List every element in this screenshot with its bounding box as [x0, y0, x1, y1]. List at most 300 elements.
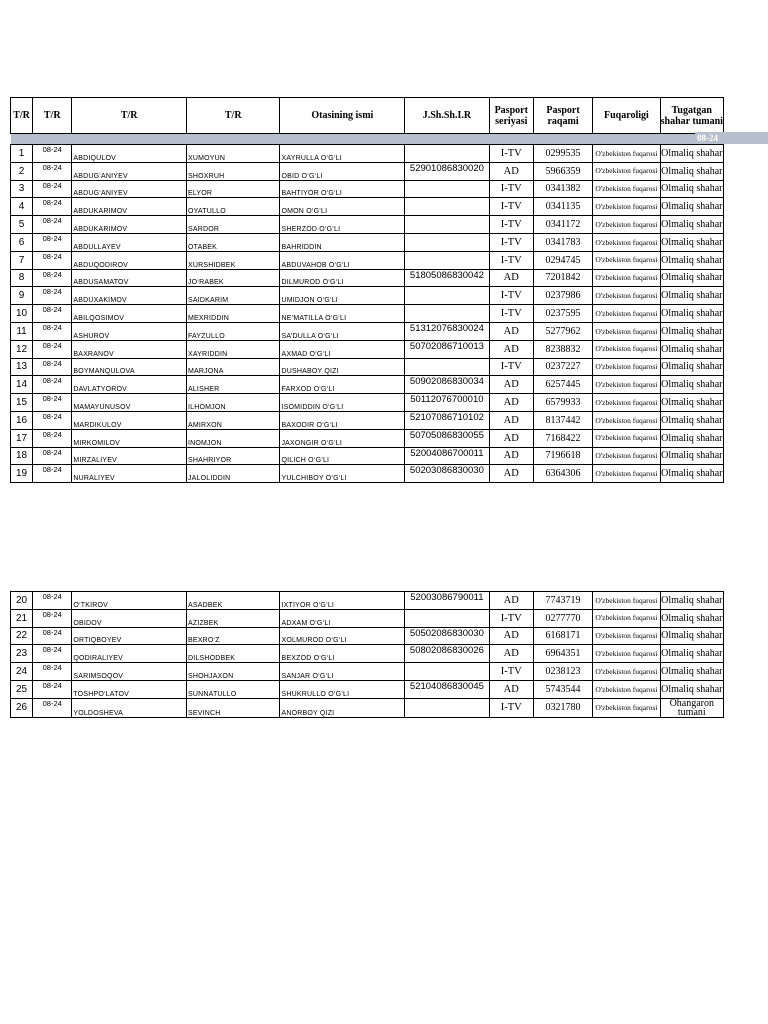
- group-code-cell: 08-24: [33, 145, 72, 163]
- jshshir-cell: [405, 663, 489, 681]
- table-row: [11, 609, 724, 627]
- passport-series-cell: I-TV: [489, 663, 533, 681]
- passport-number-cell: 0321780: [533, 698, 592, 717]
- citizenship-cell: O'zbekiston fuqarosi: [593, 287, 660, 305]
- last-name-cell: DAVLATYOROV: [72, 376, 187, 394]
- first-name-cell: MARJONA: [186, 358, 280, 376]
- district-cell: Olmaliq shahar: [660, 465, 723, 483]
- district-cell: Olmaliq shahar: [660, 394, 723, 412]
- citizenship-cell: O'zbekiston fuqarosi: [593, 680, 660, 698]
- last-name-cell: O‘TKIROV: [72, 592, 187, 610]
- last-name-cell: ABDUQODIROV: [72, 251, 187, 269]
- table-row: [11, 645, 724, 663]
- passport-series-cell: AD: [489, 465, 533, 483]
- row-number-cell: 22: [11, 627, 33, 645]
- jshshir-cell: 50902086830034: [405, 376, 489, 394]
- district-cell: Olmaliq shahar: [660, 162, 723, 180]
- passport-series-cell: AD: [489, 627, 533, 645]
- citizenship-cell: O'zbekiston fuqarosi: [593, 358, 660, 376]
- district-cell: Olmaliq shahar: [660, 627, 723, 645]
- jshshir-cell: [405, 198, 489, 216]
- passport-series-cell: I-TV: [489, 358, 533, 376]
- passport-series-cell: I-TV: [489, 216, 533, 234]
- citizenship-cell: O'zbekiston fuqarosi: [593, 251, 660, 269]
- citizenship-cell: O'zbekiston fuqarosi: [593, 645, 660, 663]
- table-body: [11, 592, 724, 718]
- col-header: J.Sh.Sh.I.R: [405, 98, 489, 134]
- first-name-cell: DILSHODBEK: [186, 645, 280, 663]
- last-name-cell: ABDUG‘ANIYEV: [72, 162, 187, 180]
- group-code-cell: 08-24: [33, 609, 72, 627]
- passport-series-cell: AD: [489, 429, 533, 447]
- citizenship-cell: O'zbekiston fuqarosi: [593, 145, 660, 163]
- col-header: Pasport raqami: [533, 98, 592, 134]
- group-code-cell: 08-24: [33, 411, 72, 429]
- group-code-cell: 08-24: [33, 322, 72, 340]
- last-name-cell: ABDUKARIMOV: [72, 198, 187, 216]
- jshshir-cell: [405, 698, 489, 717]
- row-number-cell: 20: [11, 592, 33, 610]
- first-name-cell: ELYOR: [186, 180, 280, 198]
- district-cell: Olmaliq shahar: [660, 645, 723, 663]
- patronymic-cell: XOLMUROD O‘G‘LI: [280, 627, 405, 645]
- row-number-cell: 23: [11, 645, 33, 663]
- row-number-cell: 17: [11, 429, 33, 447]
- group-code-cell: 08-24: [33, 269, 72, 287]
- row-number-cell: 26: [11, 698, 33, 717]
- citizenship-cell: O'zbekiston fuqarosi: [593, 429, 660, 447]
- col-header: Pasport seriyasi: [489, 98, 533, 134]
- first-name-cell: ILHOMJON: [186, 394, 280, 412]
- row-number-cell: 12: [11, 340, 33, 358]
- first-name-cell: XAYRIDDIN: [186, 340, 280, 358]
- table-row: [11, 162, 724, 180]
- district-cell: Olmaliq shahar: [660, 376, 723, 394]
- jshshir-cell: 50705086830055: [405, 429, 489, 447]
- row-number-cell: 16: [11, 411, 33, 429]
- table-row: [11, 592, 724, 610]
- citizenship-cell: O'zbekiston fuqarosi: [593, 233, 660, 251]
- first-name-cell: OYATULLO: [186, 198, 280, 216]
- col-header: T/R: [72, 98, 187, 134]
- citizenship-cell: O'zbekiston fuqarosi: [593, 592, 660, 610]
- district-cell: Olmaliq shahar: [660, 305, 723, 323]
- patronymic-cell: BAXODIR O‘G‘LI: [280, 411, 405, 429]
- first-name-cell: INOMJON: [186, 429, 280, 447]
- jshshir-cell: 50112076700010: [405, 394, 489, 412]
- district-cell: Olmaliq shahar: [660, 322, 723, 340]
- last-name-cell: QODIRALIYEV: [72, 645, 187, 663]
- jshshir-cell: [405, 145, 489, 163]
- passport-number-cell: 0237595: [533, 305, 592, 323]
- passport-number-cell: 7168422: [533, 429, 592, 447]
- passport-number-cell: 0341382: [533, 180, 592, 198]
- first-name-cell: MEXRIDDIN: [186, 305, 280, 323]
- col-header: T/R: [33, 98, 72, 134]
- district-cell: Olmaliq shahar: [660, 592, 723, 610]
- district-cell: Olmaliq shahar: [660, 680, 723, 698]
- patronymic-cell: IXTIYOR O‘G‘LI: [280, 592, 405, 610]
- passport-series-cell: AD: [489, 394, 533, 412]
- patronymic-cell: ANORBOY QIZI: [280, 698, 405, 717]
- jshshir-cell: 50502086830030: [405, 627, 489, 645]
- passport-series-cell: I-TV: [489, 198, 533, 216]
- row-number-cell: 2: [11, 162, 33, 180]
- last-name-cell: MARDIKULOV: [72, 411, 187, 429]
- patronymic-cell: XAYRULLA O‘G‘LI: [280, 145, 405, 163]
- patronymic-cell: SHERZOD O‘G‘LI: [280, 216, 405, 234]
- table-row: [11, 251, 724, 269]
- last-name-cell: ORTIQBOYEV: [72, 627, 187, 645]
- table-row: [11, 269, 724, 287]
- patronymic-cell: BAHRIDDIN: [280, 233, 405, 251]
- first-name-cell: JALOLIDDIN: [186, 465, 280, 483]
- group-code-cell: 08-24: [33, 305, 72, 323]
- passport-series-cell: AD: [489, 340, 533, 358]
- district-cell: Ohangaron tumani: [660, 698, 723, 717]
- passport-number-cell: 8137442: [533, 411, 592, 429]
- patronymic-cell: SANJAR O‘G‘LI: [280, 663, 405, 681]
- patronymic-cell: JAXONGIR O‘G‘LI: [280, 429, 405, 447]
- passport-number-cell: 0341135: [533, 198, 592, 216]
- patronymic-cell: NE’MATILLA O‘G‘LI: [280, 305, 405, 323]
- first-name-cell: ASADBEK: [186, 592, 280, 610]
- jshshir-cell: [405, 233, 489, 251]
- group-code-cell: 08-24: [33, 627, 72, 645]
- last-name-cell: SARIMSOQOV: [72, 663, 187, 681]
- row-number-cell: 14: [11, 376, 33, 394]
- patronymic-cell: SHUKRULLO O‘G‘LI: [280, 680, 405, 698]
- passport-number-cell: 0237986: [533, 287, 592, 305]
- group-code-cell: 08-24: [33, 287, 72, 305]
- last-name-cell: OBIDOV: [72, 609, 187, 627]
- group-label: 08-24: [695, 132, 768, 144]
- passport-number-cell: 0341783: [533, 233, 592, 251]
- citizenship-cell: O'zbekiston fuqarosi: [593, 698, 660, 717]
- group-code-cell: 08-24: [33, 592, 72, 610]
- passport-series-cell: I-TV: [489, 251, 533, 269]
- group-code-cell: 08-24: [33, 376, 72, 394]
- last-name-cell: MAMAYUNUSOV: [72, 394, 187, 412]
- first-name-cell: OTABEK: [186, 233, 280, 251]
- passport-series-cell: AD: [489, 447, 533, 465]
- citizenship-cell: O'zbekiston fuqarosi: [593, 198, 660, 216]
- citizenship-cell: O'zbekiston fuqarosi: [593, 663, 660, 681]
- passport-number-cell: 5277962: [533, 322, 592, 340]
- passport-series-cell: AD: [489, 162, 533, 180]
- last-name-cell: ABDUSAMATOV: [72, 269, 187, 287]
- jshshir-cell: 51312076830024: [405, 322, 489, 340]
- jshshir-cell: 52901086830020: [405, 162, 489, 180]
- passport-number-cell: 0294745: [533, 251, 592, 269]
- table-row: [11, 465, 724, 483]
- group-code-cell: 08-24: [33, 663, 72, 681]
- table-row: [11, 358, 724, 376]
- group-code-cell: 08-24: [33, 394, 72, 412]
- group-code-cell: 08-24: [33, 429, 72, 447]
- row-number-cell: 3: [11, 180, 33, 198]
- table-body: [11, 145, 724, 483]
- table-row: [11, 627, 724, 645]
- first-name-cell: BEXRO‘Z: [186, 627, 280, 645]
- passport-number-cell: 5743544: [533, 680, 592, 698]
- citizenship-cell: O'zbekiston fuqarosi: [593, 269, 660, 287]
- district-cell: Olmaliq shahar: [660, 287, 723, 305]
- group-code-cell: 08-24: [33, 180, 72, 198]
- passport-series-cell: I-TV: [489, 180, 533, 198]
- jshshir-cell: 52003086790011: [405, 592, 489, 610]
- table-row: [11, 411, 724, 429]
- patronymic-cell: DILMUROD O‘G‘LI: [280, 269, 405, 287]
- table-row: [11, 287, 724, 305]
- row-number-cell: 25: [11, 680, 33, 698]
- citizenship-cell: O'zbekiston fuqarosi: [593, 394, 660, 412]
- patronymic-cell: OMON O‘G‘LI: [280, 198, 405, 216]
- passport-number-cell: 0341172: [533, 216, 592, 234]
- district-cell: Olmaliq shahar: [660, 663, 723, 681]
- table-row: [11, 145, 724, 163]
- passport-series-cell: I-TV: [489, 698, 533, 717]
- row-number-cell: 8: [11, 269, 33, 287]
- jshshir-cell: [405, 358, 489, 376]
- last-name-cell: BOYMANQULOVA: [72, 358, 187, 376]
- table-row: [11, 698, 724, 717]
- district-cell: Olmaliq shahar: [660, 609, 723, 627]
- first-name-cell: XUMOYUN: [186, 145, 280, 163]
- passport-number-cell: 7201842: [533, 269, 592, 287]
- col-header: Tugatgan shahar tumani: [660, 98, 723, 134]
- patronymic-cell: YULCHIBOY O‘G‘LI: [280, 465, 405, 483]
- table-row: [11, 680, 724, 698]
- passport-number-cell: 6257445: [533, 376, 592, 394]
- row-number-cell: 1: [11, 145, 33, 163]
- citizenship-cell: O'zbekiston fuqarosi: [593, 162, 660, 180]
- district-cell: Olmaliq shahar: [660, 269, 723, 287]
- passport-series-cell: AD: [489, 376, 533, 394]
- row-number-cell: 7: [11, 251, 33, 269]
- patronymic-cell: AXMAD O‘G‘LI: [280, 340, 405, 358]
- passport-number-cell: 5966359: [533, 162, 592, 180]
- first-name-cell: AZIZBEK: [186, 609, 280, 627]
- passport-series-cell: AD: [489, 322, 533, 340]
- first-name-cell: SHAHRIYOR: [186, 447, 280, 465]
- citizenship-cell: O'zbekiston fuqarosi: [593, 322, 660, 340]
- group-code-cell: 08-24: [33, 680, 72, 698]
- group-band: [11, 134, 724, 145]
- passport-series-cell: AD: [489, 592, 533, 610]
- table-header-row: [11, 98, 724, 134]
- students-table-continued: [10, 591, 724, 718]
- patronymic-cell: FARXOD O‘G‘LI: [280, 376, 405, 394]
- passport-series-cell: I-TV: [489, 305, 533, 323]
- district-cell: Olmaliq shahar: [660, 340, 723, 358]
- passport-series-cell: I-TV: [489, 145, 533, 163]
- district-cell: Olmaliq shahar: [660, 447, 723, 465]
- last-name-cell: YOLDOSHEVA: [72, 698, 187, 717]
- passport-number-cell: 0299535: [533, 145, 592, 163]
- patronymic-cell: DUSHABOY QIZI: [280, 358, 405, 376]
- citizenship-cell: O'zbekiston fuqarosi: [593, 376, 660, 394]
- row-number-cell: 18: [11, 447, 33, 465]
- jshshir-cell: [405, 216, 489, 234]
- last-name-cell: BAXRANOV: [72, 340, 187, 358]
- district-cell: Olmaliq shahar: [660, 233, 723, 251]
- table-row: [11, 376, 724, 394]
- table-row: [11, 198, 724, 216]
- first-name-cell: AMIRXON: [186, 411, 280, 429]
- jshshir-cell: 50702086710013: [405, 340, 489, 358]
- first-name-cell: FAYZULLO: [186, 322, 280, 340]
- group-code-cell: 08-24: [33, 340, 72, 358]
- patronymic-cell: ADXAM O‘G‘LI: [280, 609, 405, 627]
- district-cell: Olmaliq shahar: [660, 411, 723, 429]
- patronymic-cell: ISOMIDDIN O‘G‘LI: [280, 394, 405, 412]
- patronymic-cell: SA’DULLA O‘G‘LI: [280, 322, 405, 340]
- row-number-cell: 13: [11, 358, 33, 376]
- district-cell: Olmaliq shahar: [660, 198, 723, 216]
- jshshir-cell: [405, 180, 489, 198]
- citizenship-cell: O'zbekiston fuqarosi: [593, 627, 660, 645]
- district-cell: Olmaliq shahar: [660, 358, 723, 376]
- last-name-cell: ABDUKARIMOV: [72, 216, 187, 234]
- group-code-cell: 08-24: [33, 216, 72, 234]
- jshshir-cell: 52004086700011: [405, 447, 489, 465]
- row-number-cell: 4: [11, 198, 33, 216]
- jshshir-cell: [405, 305, 489, 323]
- passport-number-cell: 7196618: [533, 447, 592, 465]
- col-header: Otasining ismi: [280, 98, 405, 134]
- group-code-cell: 08-24: [33, 233, 72, 251]
- table-row: [11, 663, 724, 681]
- passport-number-cell: 0238123: [533, 663, 592, 681]
- patronymic-cell: BEXZOD O‘G‘LI: [280, 645, 405, 663]
- first-name-cell: SARDOR: [186, 216, 280, 234]
- first-name-cell: XURSHIDBEK: [186, 251, 280, 269]
- last-name-cell: ABDULLAYEV: [72, 233, 187, 251]
- col-header: T/R: [186, 98, 280, 134]
- first-name-cell: SAIDKARIM: [186, 287, 280, 305]
- passport-series-cell: AD: [489, 269, 533, 287]
- passport-number-cell: 0237227: [533, 358, 592, 376]
- jshshir-cell: 51805086830042: [405, 269, 489, 287]
- citizenship-cell: O'zbekiston fuqarosi: [593, 447, 660, 465]
- citizenship-cell: O'zbekiston fuqarosi: [593, 411, 660, 429]
- patronymic-cell: QILICH O‘G‘LI: [280, 447, 405, 465]
- last-name-cell: ASHUROV: [72, 322, 187, 340]
- jshshir-cell: 52107086710102: [405, 411, 489, 429]
- table-row: [11, 340, 724, 358]
- row-number-cell: 24: [11, 663, 33, 681]
- passport-series-cell: I-TV: [489, 233, 533, 251]
- table-row: [11, 447, 724, 465]
- row-number-cell: 9: [11, 287, 33, 305]
- table-row: [11, 180, 724, 198]
- citizenship-cell: O'zbekiston fuqarosi: [593, 216, 660, 234]
- last-name-cell: TOSHPO‘LATOV: [72, 680, 187, 698]
- first-name-cell: ALISHER: [186, 376, 280, 394]
- last-name-cell: ABILQOSIMOV: [72, 305, 187, 323]
- jshshir-cell: [405, 609, 489, 627]
- table-row: [11, 216, 724, 234]
- table-row: [11, 394, 724, 412]
- passport-series-cell: AD: [489, 411, 533, 429]
- jshshir-cell: 50802086830026: [405, 645, 489, 663]
- first-name-cell: SHOXRUH: [186, 162, 280, 180]
- table-row: [11, 305, 724, 323]
- passport-series-cell: AD: [489, 645, 533, 663]
- first-name-cell: SHOHJAXON: [186, 663, 280, 681]
- citizenship-cell: O'zbekiston fuqarosi: [593, 305, 660, 323]
- district-cell: Olmaliq shahar: [660, 216, 723, 234]
- district-cell: Olmaliq shahar: [660, 429, 723, 447]
- row-number-cell: 10: [11, 305, 33, 323]
- last-name-cell: MIRZALIYEV: [72, 447, 187, 465]
- group-code-cell: 08-24: [33, 251, 72, 269]
- last-name-cell: ABDUXAKIMOV: [72, 287, 187, 305]
- students-table: [10, 97, 724, 483]
- passport-number-cell: 6579933: [533, 394, 592, 412]
- col-header: T/R: [11, 98, 33, 134]
- first-name-cell: JO‘RABEK: [186, 269, 280, 287]
- group-code-cell: 08-24: [33, 447, 72, 465]
- group-code-cell: 08-24: [33, 645, 72, 663]
- table-row: [11, 322, 724, 340]
- patronymic-cell: UMIDJON O‘G‘LI: [280, 287, 405, 305]
- first-name-cell: SUNNATULLO: [186, 680, 280, 698]
- passport-number-cell: 6168171: [533, 627, 592, 645]
- jshshir-cell: [405, 287, 489, 305]
- district-cell: Olmaliq shahar: [660, 145, 723, 163]
- group-code-cell: 08-24: [33, 162, 72, 180]
- passport-number-cell: 6364306: [533, 465, 592, 483]
- passport-series-cell: AD: [489, 680, 533, 698]
- group-code-cell: 08-24: [33, 198, 72, 216]
- row-number-cell: 5: [11, 216, 33, 234]
- passport-number-cell: 6964351: [533, 645, 592, 663]
- patronymic-cell: BAHTIYOR O‘G‘LI: [280, 180, 405, 198]
- last-name-cell: ABDIQULOV: [72, 145, 187, 163]
- patronymic-cell: OBID O‘G‘LI: [280, 162, 405, 180]
- passport-series-cell: I-TV: [489, 609, 533, 627]
- passport-number-cell: 8238832: [533, 340, 592, 358]
- table-row: [11, 429, 724, 447]
- first-name-cell: SEVINCH: [186, 698, 280, 717]
- patronymic-cell: ABDUVAHOB O‘G‘LI: [280, 251, 405, 269]
- last-name-cell: MIRKOMILOV: [72, 429, 187, 447]
- passport-number-cell: 7743719: [533, 592, 592, 610]
- group-code-cell: 08-24: [33, 465, 72, 483]
- row-number-cell: 19: [11, 465, 33, 483]
- table-row: [11, 233, 724, 251]
- row-number-cell: 6: [11, 233, 33, 251]
- district-cell: Olmaliq shahar: [660, 251, 723, 269]
- citizenship-cell: O'zbekiston fuqarosi: [593, 465, 660, 483]
- last-name-cell: NURALIYEV: [72, 465, 187, 483]
- jshshir-cell: 52104086830045: [405, 680, 489, 698]
- citizenship-cell: O'zbekiston fuqarosi: [593, 609, 660, 627]
- col-header: Fuqaroligi: [593, 98, 660, 134]
- row-number-cell: 21: [11, 609, 33, 627]
- group-code-cell: 08-24: [33, 698, 72, 717]
- citizenship-cell: O'zbekiston fuqarosi: [593, 340, 660, 358]
- jshshir-cell: 50203086830030: [405, 465, 489, 483]
- district-cell: Olmaliq shahar: [660, 180, 723, 198]
- row-number-cell: 11: [11, 322, 33, 340]
- last-name-cell: ABDUG‘ANIYEV: [72, 180, 187, 198]
- jshshir-cell: [405, 251, 489, 269]
- passport-series-cell: I-TV: [489, 287, 533, 305]
- group-code-cell: 08-24: [33, 358, 72, 376]
